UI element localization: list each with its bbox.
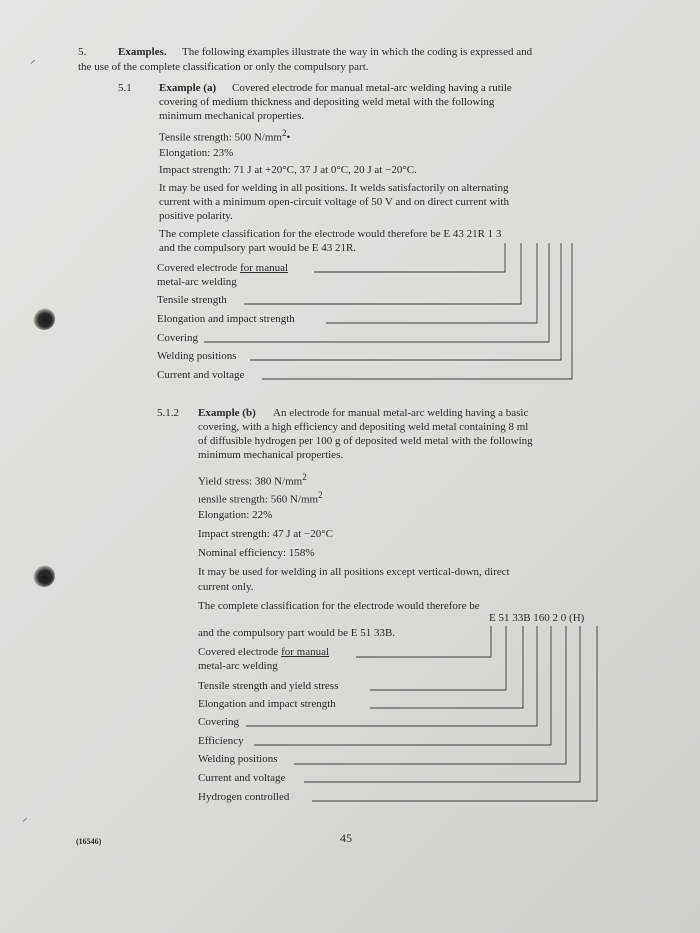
example-b-usage: It may be used for welding in all positions except vertical-down, direct [198, 566, 510, 578]
example-a-impact: Impact strength: 71 J at +20°C, 37 J at 0°C, 20 J at −20°C. [159, 164, 417, 176]
section-intro-line: the use of the complete classification or only the compulsory part. [78, 61, 369, 73]
legend-b-current: Current and voltage [198, 772, 286, 784]
example-b-elongation: Elongation: 22% [198, 509, 273, 521]
legend-b-elong-impact: Elongation and impact strength [198, 698, 336, 710]
example-a-usage: positive polarity. [159, 210, 233, 222]
example-b-efficiency: Nominal efficiency: 158% [198, 547, 315, 559]
legend-b-covered: Covered electrode for manual [198, 646, 330, 658]
legend-a-tensile: Tensile strength [157, 294, 227, 306]
legend-a-positions: Welding positions [157, 350, 237, 362]
margin-tick-mark: ⸝ [30, 54, 36, 66]
example-a-desc: minimum mechanical properties. [159, 110, 305, 122]
legend-b-covering: Covering [198, 716, 239, 728]
example-b-tensile: ıensile strength: 560 $N/mm^2$ [198, 490, 323, 506]
legend-a-covered: Covered electrode for manual [157, 262, 289, 274]
example-b-classification: The complete classification for the electrode would therefore be [198, 600, 480, 612]
legend-b-covered-cont: metal-arc welding [198, 660, 278, 672]
example-a-compulsory: and the compulsory part would be E 43 21R. [159, 242, 357, 254]
example-b-code: E 51 33B 160 2 0 (H) [489, 612, 585, 624]
leader-covered [356, 626, 491, 657]
page-number: 45 [340, 831, 352, 845]
example-a-tensile: Tensile strength: 500 $N/mm^2•$ [159, 128, 291, 144]
leader-elong-impact [370, 626, 523, 708]
margin-tick-mark: ⸝ [22, 812, 28, 824]
legend-a-covered-cont: metal-arc welding [157, 276, 237, 288]
leader-current [304, 626, 580, 782]
legend-a-elong-impact: Elongation and impact strength [157, 313, 295, 325]
example-a-usage: It may be used for welding in all positions. It welds satisfactorily on alternating [159, 182, 509, 194]
example-b-desc: minimum mechanical properties. [198, 449, 344, 461]
example-a-elongation: Elongation: 23% [159, 147, 234, 159]
example-a-label: Example (a) [159, 82, 217, 94]
example-b-yield: Yield stress: 380 $N/mm^2$ [198, 472, 307, 488]
legend-b-hydrogen: Hydrogen controlled [198, 791, 290, 803]
example-a-number: 5.1 [118, 82, 132, 94]
example-b-compulsory: and the compulsory part would be E 51 33B. [198, 627, 396, 639]
example-a-desc: covering of medium thickness and depositing weld metal with the following [159, 96, 495, 108]
section-intro-line: The following examples illustrate the way in which the coding is expressed and [182, 46, 533, 58]
example-a-classification: The complete classification for the electrode would therefore be E 43 21R 1 3 [159, 228, 502, 240]
legend-b-efficiency: Efficiency [198, 735, 244, 747]
section-number: 5. [78, 46, 87, 58]
leader-covering [246, 626, 537, 726]
example-b-number: 5.1.2 [157, 407, 179, 419]
leader-hydrogen [312, 626, 597, 801]
example-a-desc: Covered electrode for manual metal-arc welding having a rutile [232, 82, 512, 94]
example-b-impact: Impact strength: 47 J at −20°C [198, 528, 333, 540]
legend-a-current: Current and voltage [157, 369, 245, 381]
legend-a-covering: Covering [157, 332, 198, 344]
leader-positions [294, 626, 566, 764]
example-b-desc: covering, with a high efficiency and depositing weld metal containing 8 ml [198, 421, 529, 433]
legend-b-positions: Welding positions [198, 753, 278, 765]
example-a-usage: current with a minimum open-circuit voltage of 50 V and on direct current with [159, 196, 509, 208]
legend-b-tensile-yield: Tensile strength and yield stress [198, 680, 339, 692]
footer-code: (16546) [76, 837, 102, 846]
example-b-label: Example (b) [198, 407, 256, 419]
leader-tensile-yield [370, 626, 506, 690]
section-heading: Examples. [118, 46, 167, 58]
example-b-usage: current only. [198, 581, 254, 593]
example-b-desc: of diffusible hydrogen per 100 g of deposited weld metal with the following [198, 435, 533, 447]
example-b-desc: An electrode for manual metal-arc welding having a basic [273, 407, 529, 419]
